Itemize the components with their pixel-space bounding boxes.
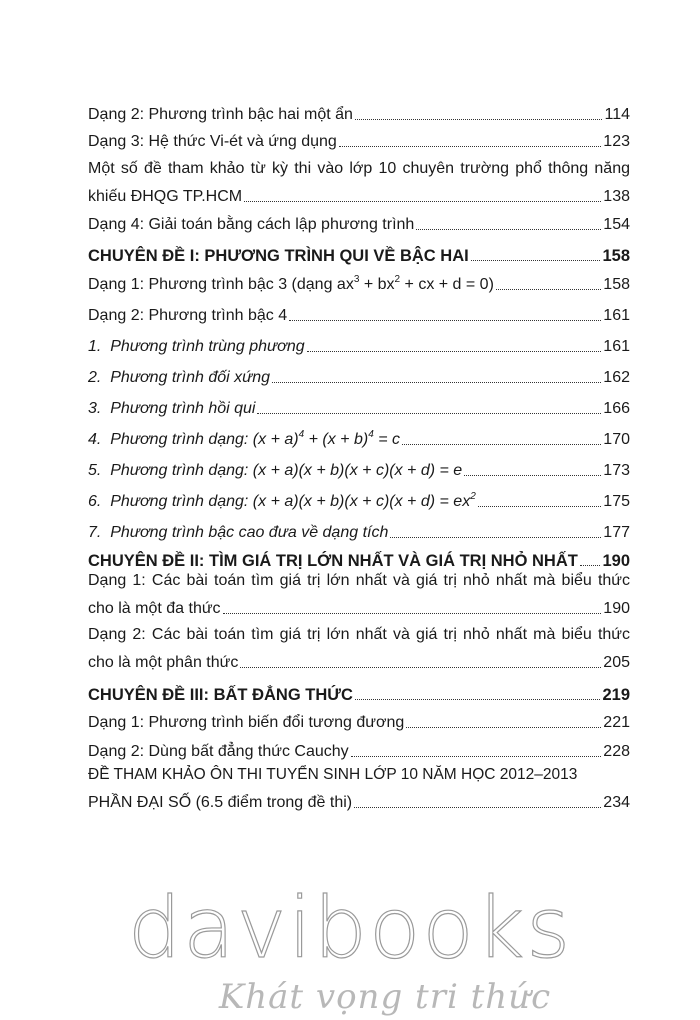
toc-entry[interactable] [88,265,630,295]
toc-subentry-title: 7. Phương trình bậc cao đưa về dạng tích [88,524,389,541]
toc-entry[interactable] [88,783,630,813]
toc-subentry[interactable] [88,327,630,357]
dot-leader [289,320,601,321]
toc-chapter-entry[interactable] [88,236,630,266]
toc-page-number: 170 [603,431,630,448]
toc-chapter-title: CHUYÊN ĐỀ III: BẤT ĐẲNG THỨC [88,686,353,704]
toc-page-number: 190 [603,600,630,617]
dot-leader [406,727,601,728]
toc-page-number: 234 [603,794,630,811]
dot-leader [272,382,601,383]
toc-page-number: 221 [603,714,630,731]
dot-leader [351,756,602,757]
toc-subentry-title: 4. Phương trình dạng: $(x + a)^4 + (x + b)^4 = c$ [88,429,400,448]
toc-page-number: 158 [602,247,630,265]
toc-subentry[interactable] [88,451,630,481]
toc-subentry-title: 1. Phương trình trùng phương [88,338,305,355]
toc-page-number: 161 [603,307,630,324]
dot-leader [496,289,601,290]
toc-page-number: 190 [602,552,630,570]
toc-page-number: 123 [603,133,630,150]
toc-entry[interactable] [88,205,630,235]
toc-subentry[interactable] [88,358,630,388]
toc-entry[interactable] [88,296,630,326]
toc-entry-title-line1: ĐỀ THAM KHẢO ÔN THI TUYỂN SINH LỚP 10 NĂM HỌC 2012–2013 [88,766,578,783]
toc-page-number: 158 [603,276,630,293]
toc-entry-title: Dạng 2: Phương trình bậc hai một ẩn [88,106,353,123]
toc-chapter-entry[interactable] [88,675,630,705]
toc-page-number: 177 [603,524,630,541]
toc-entry-title-line1: Một số đề tham khảo từ kỳ thi vào lớp 10 chuyên trường phổ thông năng [88,160,630,177]
toc-page-number: 161 [603,338,630,355]
toc-entry-title: Dạng 3: Hệ thức Vi-ét và ứng dụng [88,133,337,150]
toc-page-number: 138 [603,188,630,205]
toc-page-number: 175 [603,493,630,510]
dot-leader [223,613,602,614]
toc-chapter-title: CHUYÊN ĐỀ II: TÌM GIÁ TRỊ LỚN NHẤT VÀ GIÁ TRỊ NHỎ NHẤT [88,552,578,570]
dot-leader [355,699,601,700]
toc-entry[interactable] [88,643,630,673]
toc-entry[interactable] [88,703,630,733]
dot-leader [355,119,603,120]
toc-entry-title: khiếu ĐHQG TP.HCM [88,188,243,205]
toc-subentry-title: 6. Phương trình dạng: $(x + a)(x + b)(x + c)(x + d) = ex^2$ [88,491,476,510]
toc-subentry-title: 2. Phương trình đối xứng [88,369,271,386]
toc-subentry[interactable] [88,482,630,512]
toc-entry-title: Dạng 1: Phương trình bậc 3 (dạng $ax^3 + bx^2$ + cx + d = 0) [88,274,494,293]
toc-entry-title: Dạng 2: Dùng bất đẳng thức Cauchy [88,743,349,760]
dot-leader [416,229,601,230]
toc-subentry[interactable] [88,389,630,419]
dot-leader [580,565,601,566]
toc-page-number: 166 [603,400,630,417]
watermark-slogan: Khát vọng tri thức [218,977,552,1017]
dot-leader [478,506,602,507]
toc-entry[interactable] [88,122,630,152]
toc-page-number: 114 [604,106,630,123]
toc-page-number: 219 [602,686,630,704]
dot-leader [257,413,601,414]
dot-leader [390,537,601,538]
dot-leader [402,444,601,445]
toc-entry-title: PHẦN ĐẠI SỐ (6.5 điểm trong đề thi) [88,794,353,811]
watermark-brand: davibooks [127,879,573,977]
toc-subentry[interactable] [88,513,630,543]
toc-page-number: 173 [603,462,630,479]
toc-chapter-title: CHUYÊN ĐỀ I: PHƯƠNG TRÌNH QUI VỀ BẬC HAI [88,247,469,265]
toc-entry[interactable] [88,589,630,619]
dot-leader [240,667,601,668]
toc-page-number: 205 [603,654,630,671]
toc-subentry[interactable] [88,420,630,450]
toc-subentry-title: 5. Phương trình dạng: (x + a)(x + b)(x + c)(x + d) = e [88,462,463,479]
toc-entry-title: cho là một phân thức [88,654,239,671]
dot-leader [244,201,601,202]
toc-chapter-entry[interactable] [88,541,630,571]
toc-entry-title: cho là một đa thức [88,600,221,617]
toc-page-number: 162 [603,369,630,386]
toc-entry-title: Dạng 4: Giải toán bằng cách lập phương trình [88,216,415,233]
toc-entry[interactable] [88,95,630,125]
toc-entry-title-line1: Dạng 1: Các bài toán tìm giá trị lớn nhất và giá trị nhỏ nhất mà biểu thức [88,572,630,589]
dot-leader [464,475,601,476]
toc-subentry-title: 3. Phương trình hồi qui [88,400,256,417]
dot-leader [339,146,601,147]
dot-leader [354,807,601,808]
dot-leader [307,351,602,352]
toc-entry[interactable] [88,732,630,762]
toc-entry[interactable] [88,177,630,207]
toc-entry-title-line1: Dạng 2: Các bài toán tìm giá trị lớn nhất và giá trị nhỏ nhất mà biểu thức [88,626,630,643]
toc-entry-title: Dạng 1: Phương trình biến đổi tương đương [88,714,405,731]
dot-leader [471,260,601,261]
toc-page-number: 154 [603,216,630,233]
toc-page-number: 228 [603,743,630,760]
toc-entry-title: Dạng 2: Phương trình bậc 4 [88,307,288,324]
